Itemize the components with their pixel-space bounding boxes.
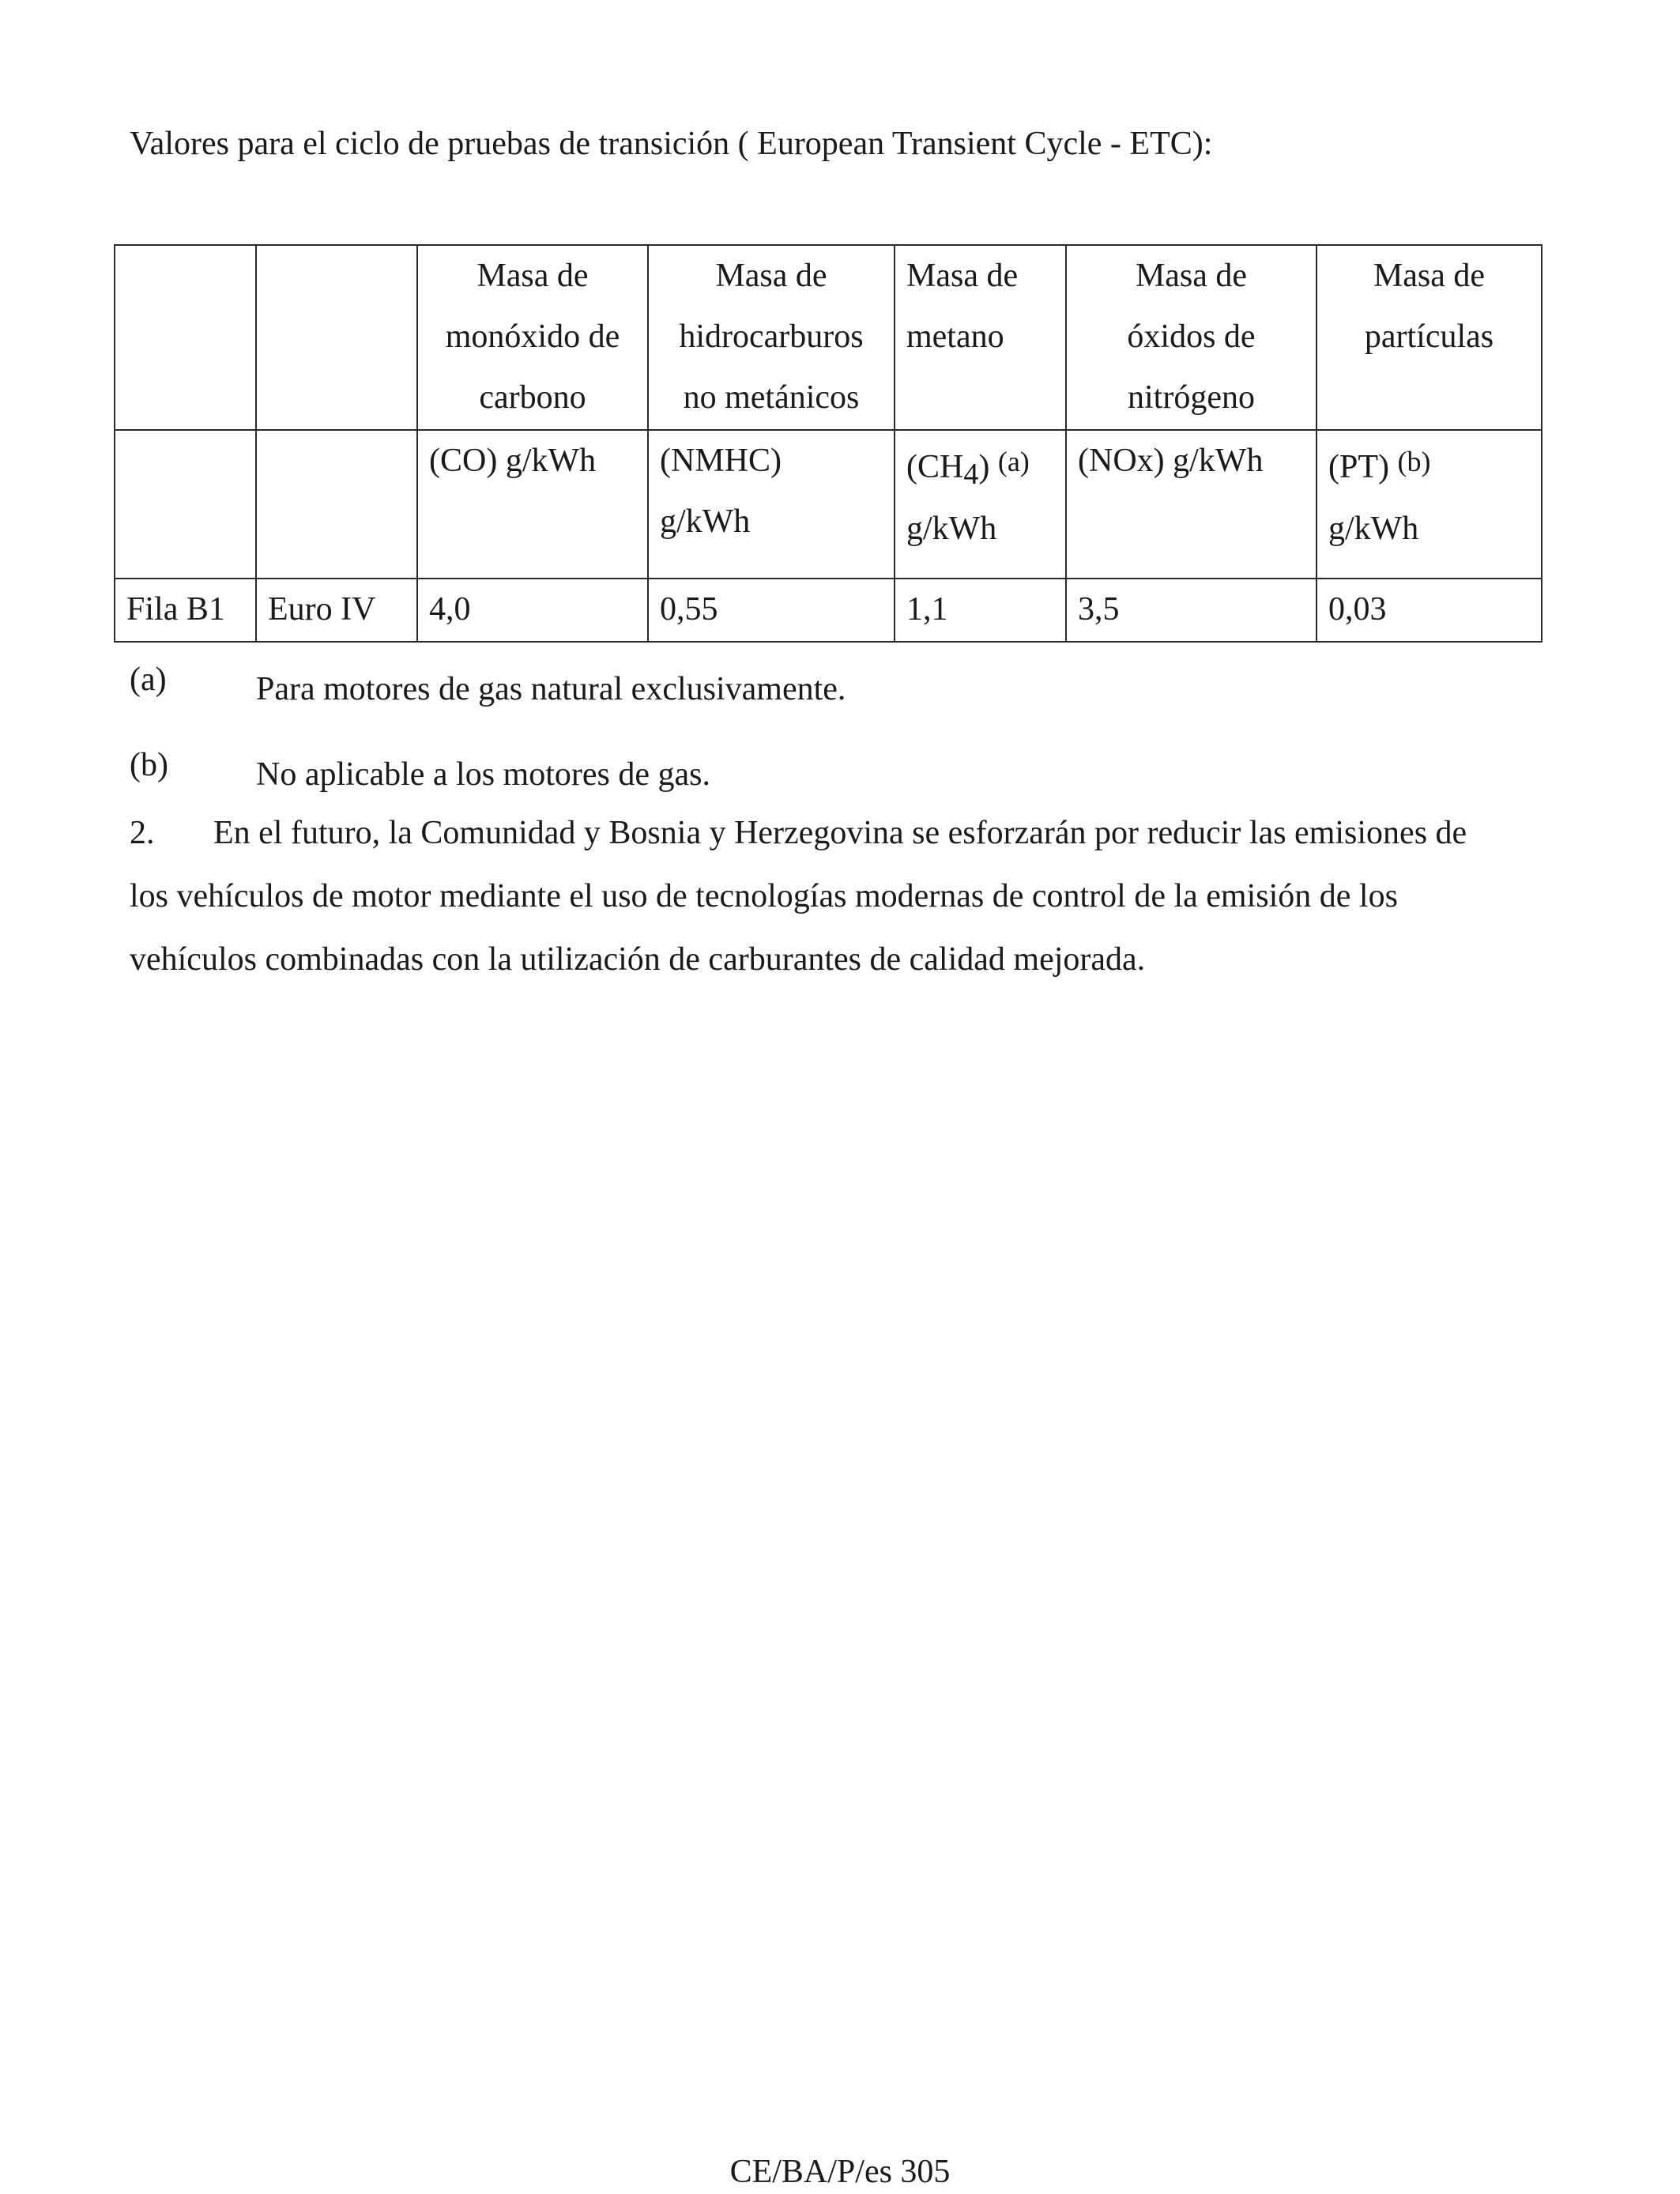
unit-ch4: (CH4) (a) g/kWh [895,430,1066,579]
header-pt: Masa de partículas [1317,245,1542,430]
footnote-marker-a: (a) [130,662,167,698]
emission-limits-table [114,244,1543,643]
footnote-ref-b: (b) [1397,446,1431,477]
table-header-row [115,245,1542,430]
unit-pt: (PT) (b) g/kWh [1317,430,1542,579]
row-label: Fila B1 [115,579,256,642]
footnote-ref-a: (a) [997,446,1030,477]
value-ch4: 1,1 [895,579,1066,642]
value-co: 4,0 [417,579,648,642]
table-units-row [115,430,1542,579]
row-stage: Euro IV [256,579,417,642]
footnote-text-a: Para motores de gas natural exclusivamente. [256,671,846,707]
table-cell-empty [256,245,417,430]
value-nmhc: 0,55 [648,579,895,642]
unit-co: (CO) g/kWh [417,430,648,579]
table-row [115,579,1542,642]
header-nmhc: Masa de hidrocarburos no metánicos [648,245,895,430]
header-co: Masa de monóxido de carbono [417,245,648,430]
header-ch4: Masa de metano [895,245,1066,430]
table-cell-empty [115,245,256,430]
paragraph-number: 2. [130,815,155,851]
value-pt: 0,03 [1317,579,1542,642]
header-nox: Masa de óxidos de nitrógeno [1066,245,1317,430]
value-nox: 3,5 [1066,579,1317,642]
footnote-marker-b: (b) [130,747,168,783]
footnote-text-b: No aplicable a los motores de gas. [256,756,710,793]
page-heading: Valores para el ciclo de pruebas de transición ( European Transient Cycle - ETC): [130,126,1213,162]
unit-nmhc: (NMHC) g/kWh [648,430,895,579]
page-footer: CE/BA/P/es 305 [729,2154,951,2190]
unit-nox: (NOx) g/kWh [1066,430,1317,579]
body-paragraph: 2. En el futuro, la Comunidad y Bosnia y Herzegovina se esforzarán por reducir las emisiones de los vehículos de motor mediante el uso de tecnologías modernas de control de la emisión de los vehículos combinadas con la utilización de carburantes de calidad mejorada. [130,801,1568,991]
table-cell-empty [256,430,417,579]
table-cell-empty [115,430,256,579]
